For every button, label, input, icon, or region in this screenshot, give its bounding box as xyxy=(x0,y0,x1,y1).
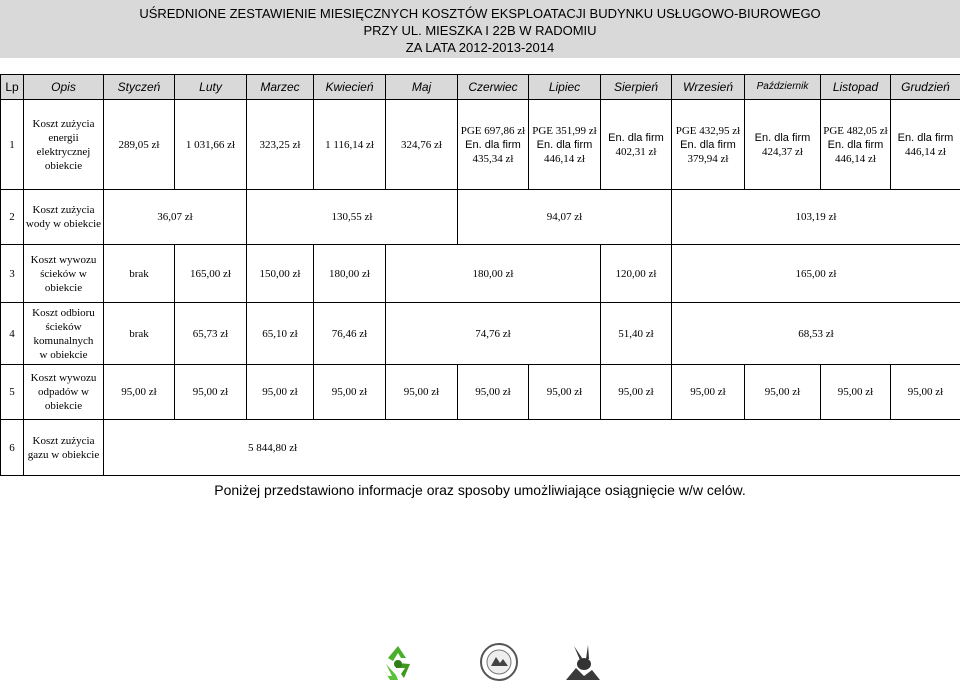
cell-marzec: 65,10 zł xyxy=(247,303,314,365)
opis-line: Koszt zużycia xyxy=(24,434,103,448)
cell-czerwiec: 95,00 zł xyxy=(458,365,529,420)
cell-line: 446,14 zł xyxy=(529,152,600,166)
header-luty: Luty xyxy=(175,75,247,100)
cell-czerwiec xyxy=(458,100,529,190)
cell-wrz-gru: 68,53 zł xyxy=(672,303,960,365)
cell-marzec: 323,25 zł xyxy=(247,100,314,190)
cell-kwiecien: 95,00 zł xyxy=(314,365,386,420)
cell-line: 446,14 zł xyxy=(891,145,960,159)
header-czerwiec: Czerwiec xyxy=(458,75,529,100)
footer-note: Poniżej przedstawiono informacje oraz sposoby umożliwiające osiągnięcie w/w celów. xyxy=(0,482,960,498)
cell-luty: 65,73 zł xyxy=(175,303,247,365)
cell-lipiec: 95,00 zł xyxy=(529,365,601,420)
rabbit-logo xyxy=(562,640,602,685)
seal-logo xyxy=(478,640,518,685)
header-lp: Lp xyxy=(1,75,24,100)
cell-luty: 1 031,66 zł xyxy=(175,100,247,190)
header-maj: Maj xyxy=(386,75,458,100)
title-line-1: UŚREDNIONE ZESTAWIENIE MIESIĘCZNYCH KOSZTÓW EKSPLOATACJI BUDYNKU USŁUGOWO-BIUROWEGO xyxy=(0,5,960,22)
cell-pazdziernik: 95,00 zł xyxy=(745,365,821,420)
row-description xyxy=(24,100,104,190)
cell-line: PGE 432,95 zł xyxy=(672,124,744,138)
row-description xyxy=(24,420,104,476)
table-row-sewage xyxy=(1,245,960,303)
opis-line: obiekcie xyxy=(24,399,103,413)
header-styczen: Styczeń xyxy=(104,75,175,100)
cell-line: 379,94 zł xyxy=(672,152,744,166)
cell-line: En. dla firm xyxy=(891,131,960,145)
table-row-municipal-sewage xyxy=(1,303,960,365)
cell-maj-lip: 74,76 zł xyxy=(386,303,601,365)
row-number: 3 xyxy=(1,245,24,303)
opis-line: Koszt wywozu xyxy=(24,371,103,385)
row-number: 1 xyxy=(1,100,24,190)
cell-jun-aug: 94,07 zł xyxy=(458,190,672,245)
row-description xyxy=(24,303,104,365)
cell-line: PGE 482,05 zł xyxy=(821,124,890,138)
cell-sierpien xyxy=(601,100,672,190)
cell-wrz-gru: 165,00 zł xyxy=(672,245,960,303)
cell-kwiecien: 76,46 zł xyxy=(314,303,386,365)
document-title xyxy=(0,0,960,58)
header-listopad: Listopad xyxy=(821,75,891,100)
cell-line: En. dla firm xyxy=(458,138,528,152)
opis-line: odpadów w xyxy=(24,385,103,399)
cell-kwiecien: 1 116,14 zł xyxy=(314,100,386,190)
cell-styczen: brak xyxy=(104,303,175,365)
logos xyxy=(0,640,960,687)
opis-line: komunalnych xyxy=(24,334,103,348)
cell-styczen: 95,00 zł xyxy=(104,365,175,420)
cell-line: En. dla firm xyxy=(672,138,744,152)
header-grudzien: Grudzień xyxy=(891,75,960,100)
title-line-2: PRZY UL. MIESZKA I 22B W RADOMIU xyxy=(0,22,960,39)
cell-maj: 95,00 zł xyxy=(386,365,458,420)
cell-lipiec xyxy=(529,100,601,190)
cell-line: 402,31 zł xyxy=(601,145,671,159)
cell-mar-may: 130,55 zł xyxy=(247,190,458,245)
cell-line: 435,34 zł xyxy=(458,152,528,166)
opis-line: Koszt zużycia xyxy=(24,117,103,131)
cell-grudzien: 95,00 zł xyxy=(891,365,960,420)
cell-marzec: 150,00 zł xyxy=(247,245,314,303)
opis-line: obiekcie xyxy=(24,281,103,295)
cell-sierpien: 51,40 zł xyxy=(601,303,672,365)
cell-line: En. dla firm xyxy=(601,131,671,145)
cell-line: PGE 697,86 zł xyxy=(458,124,528,138)
recycle-icon xyxy=(378,640,418,685)
header-pazdziernik: Październik xyxy=(745,75,821,100)
cell-sep-dec: 103,19 zł xyxy=(672,190,960,245)
cell-listopad: 95,00 zł xyxy=(821,365,891,420)
row-description xyxy=(24,190,104,245)
cell-jan-feb: 36,07 zł xyxy=(104,190,247,245)
cell-line: PGE 351,99 zł xyxy=(529,124,600,138)
cell-luty: 165,00 zł xyxy=(175,245,247,303)
header-lipiec: Lipiec xyxy=(529,75,601,100)
cell-maj-lip: 180,00 zł xyxy=(386,245,601,303)
opis-line: w obiekcie xyxy=(24,348,103,362)
row-description xyxy=(24,245,104,303)
cell-gas-year: 5 844,80 zł xyxy=(104,420,960,476)
row-number: 2 xyxy=(1,190,24,245)
cell-grudzien xyxy=(891,100,960,190)
cell-wrzesien xyxy=(672,100,745,190)
table-header-row xyxy=(1,75,960,100)
opis-line: ścieków xyxy=(24,320,103,334)
cell-sierpien: 120,00 zł xyxy=(601,245,672,303)
cell-listopad xyxy=(821,100,891,190)
table-row-electricity xyxy=(1,100,960,190)
opis-line: elektrycznej xyxy=(24,145,103,159)
header-kwiecien: Kwiecień xyxy=(314,75,386,100)
cell-styczen: brak xyxy=(104,245,175,303)
opis-line: Koszt odbioru xyxy=(24,306,103,320)
header-sierpien: Sierpień xyxy=(601,75,672,100)
opis-line: obiekcie xyxy=(24,159,103,173)
cell-line: En. dla firm xyxy=(821,138,890,152)
opis-line: gazu w obiekcie xyxy=(24,448,103,462)
row-description xyxy=(24,365,104,420)
title-line-3: ZA LATA 2012-2013-2014 xyxy=(0,39,960,56)
opis-line: energii xyxy=(24,131,103,145)
cell-kwiecien: 180,00 zł xyxy=(314,245,386,303)
cell-maj: 324,76 zł xyxy=(386,100,458,190)
header-wrzesien: Wrzesień xyxy=(672,75,745,100)
cell-line: 446,14 zł xyxy=(821,152,890,166)
opis-line: Koszt zużycia xyxy=(24,203,103,217)
row-number: 5 xyxy=(1,365,24,420)
row-number: 4 xyxy=(1,303,24,365)
cell-wrzesien: 95,00 zł xyxy=(672,365,745,420)
cell-styczen: 289,05 zł xyxy=(104,100,175,190)
cell-sierpien: 95,00 zł xyxy=(601,365,672,420)
cell-line: 424,37 zł xyxy=(745,145,820,159)
table-row-gas xyxy=(1,420,960,476)
opis-line: Koszt wywozu xyxy=(24,253,103,267)
opis-line: wody w obiekcie xyxy=(24,217,103,231)
cell-luty: 95,00 zł xyxy=(175,365,247,420)
cell-marzec: 95,00 zł xyxy=(247,365,314,420)
row-number: 6 xyxy=(1,420,24,476)
header-marzec: Marzec xyxy=(247,75,314,100)
cost-table xyxy=(0,74,960,476)
cell-pazdziernik xyxy=(745,100,821,190)
table-row-waste xyxy=(1,365,960,420)
header-opis: Opis xyxy=(24,75,104,100)
cell-line: En. dla firm xyxy=(745,131,820,145)
table-row-water xyxy=(1,190,960,245)
opis-line: ścieków w xyxy=(24,267,103,281)
cell-line: En. dla firm xyxy=(529,138,600,152)
